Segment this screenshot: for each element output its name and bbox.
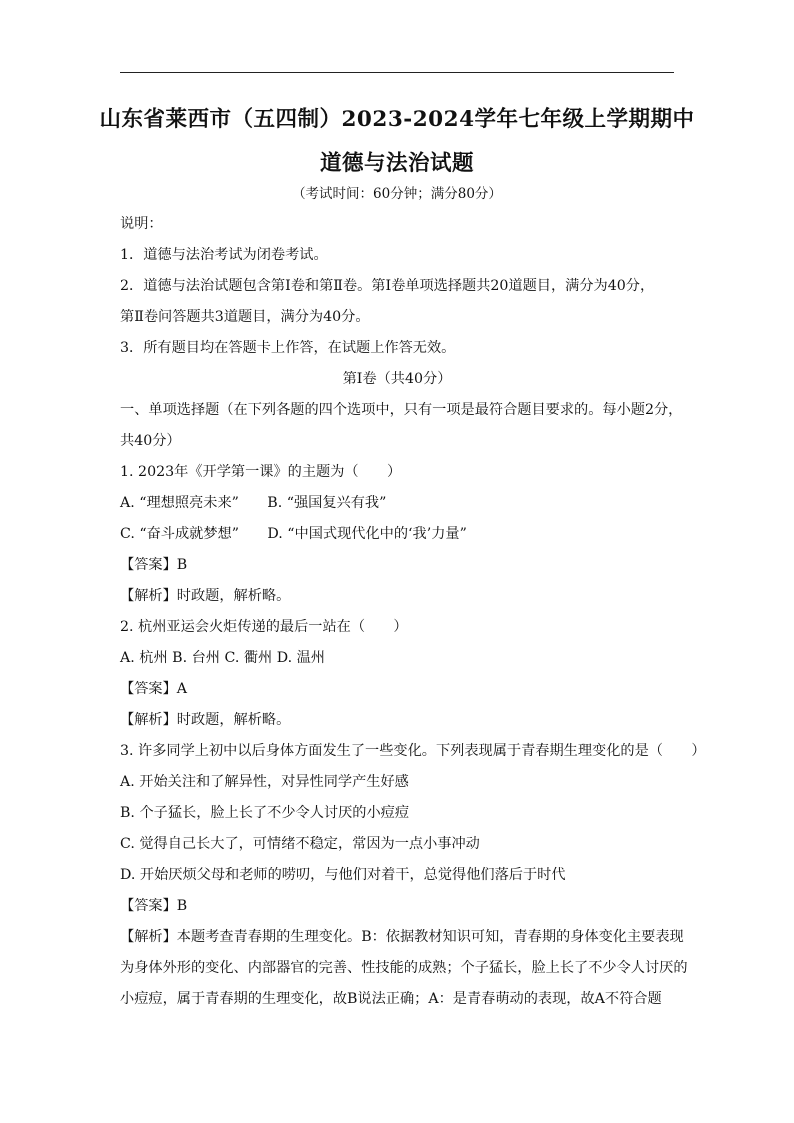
question-2-options: A. 杭州 B. 台州 C. 衢州 D. 温州	[120, 650, 325, 666]
note-2: 2．道德与法治试题包含第Ⅰ卷和第Ⅱ卷。第Ⅰ卷单项选择题共20道题目，满分为40分，	[120, 278, 655, 294]
section-heading: 第Ⅰ卷（共40分）	[342, 371, 452, 387]
note-1: 1．道德与法治考试为闭卷考试。	[120, 247, 328, 263]
notes-label: 说明：	[120, 216, 163, 232]
question-3: 3. 许多同学上初中以后身体方面发生了一些变化。下列表现属于青春期生理变化的是（ ）	[120, 743, 706, 759]
question-1-analysis: 【解析】时政题，解析略。	[120, 588, 291, 604]
question-2-analysis: 【解析】时政题，解析略。	[120, 712, 291, 728]
question-2: 2. 杭州亚运会火炬传递的最后一站在（ ）	[120, 619, 408, 635]
exam-info: （考试时间：60分钟；满分80分）	[292, 186, 502, 202]
question-1-options-ab: A. “理想照亮未来” B. “强国复兴有我”	[120, 495, 387, 511]
question-3-analysis: 【解析】本题考查青春期的生理变化。B：依据教材知识可知，青春期的身体变化主要表现	[120, 929, 684, 945]
note-3: 3．所有题目均在答题卡上作答，在试题上作答无效。	[120, 340, 456, 356]
note-2-cont: 第Ⅱ卷问答题共3道题目，满分为40分。	[120, 309, 370, 325]
question-2-answer: 【答案】A	[120, 681, 187, 697]
page-title-line2: 道德与法治试题	[319, 151, 474, 176]
question-3-option-d: D. 开始厌烦父母和老师的唠叨，与他们对着干，总觉得他们落后于时代	[120, 867, 566, 883]
part-instructions: 一、单项选择题（在下列各题的四个选项中，只有一项是最符合题目要求的。每小题2分，	[120, 402, 683, 418]
question-1-answer: 【答案】B	[120, 557, 188, 573]
part-instructions-cont: 共40分）	[120, 433, 181, 449]
question-3-answer: 【答案】B	[120, 898, 188, 914]
header-rule	[120, 72, 674, 73]
question-3-option-c: C. 觉得自己长大了，可情绪不稳定，常因为一点小事冲动	[120, 836, 480, 852]
question-3-option-a: A. 开始关注和了解异性，对异性同学产生好感	[120, 774, 409, 790]
question-1: 1. 2023年《开学第一课》的主题为（ ）	[120, 464, 402, 480]
question-1-options-cd: C. “奋斗成就梦想” D. “中国式现代化中的‘我’力量”	[120, 526, 467, 542]
question-3-analysis-cont2: 小痘痘，属于青春期的生理变化，故B说法正确；A：是青春萌动的表现，故A不符合题	[120, 991, 662, 1007]
question-3-analysis-cont: 为身体外形的变化、内部器官的完善、性技能的成熟；个子猛长，脸上长了不少令人讨厌的	[120, 960, 688, 976]
question-3-option-b: B. 个子猛长，脸上长了不少令人讨厌的小痘痘	[120, 805, 410, 821]
page-title: 山东省莱西市（五四制）2023-2024学年七年级上学期期中	[99, 107, 695, 132]
